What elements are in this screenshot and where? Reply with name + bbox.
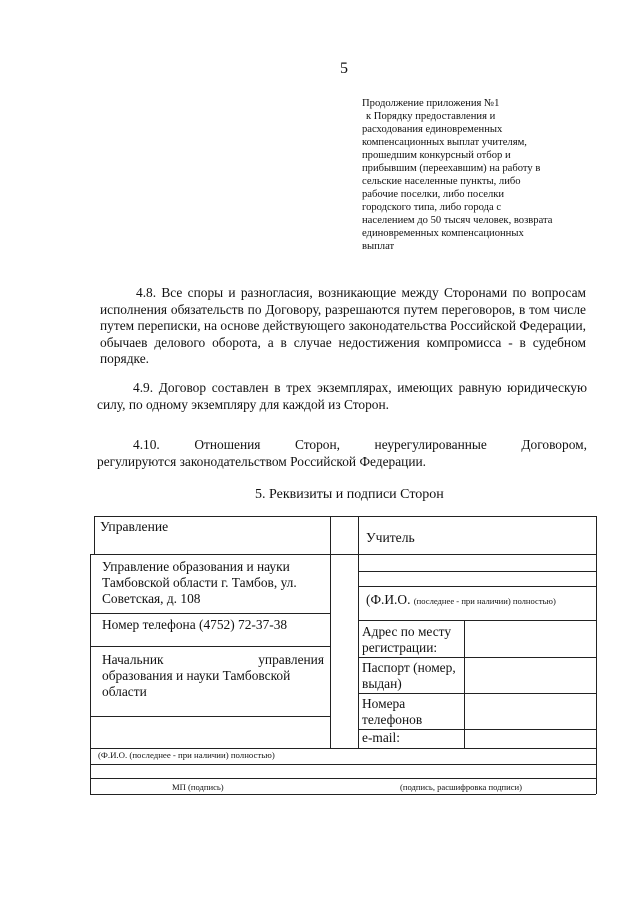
annex-line: прибывшим (переехавшим) на работу в xyxy=(362,163,541,174)
section-title: 5. Реквизиты и подписи Сторон xyxy=(255,487,444,502)
org-head-word: Начальник xyxy=(102,652,164,667)
org-head-line xyxy=(102,652,324,668)
org-head-word: управления xyxy=(258,652,324,667)
clause-4-10-first-line xyxy=(97,437,587,454)
table-rule xyxy=(90,646,330,647)
header-teacher: Учитель xyxy=(366,530,415,545)
clause-4-10 xyxy=(97,437,587,470)
annex-line: сельские населенные пункты, либо xyxy=(362,176,521,187)
org-phone: Номер телефона (4752) 72-37-38 xyxy=(102,617,288,632)
annex-line: Продолжение приложения №1 xyxy=(362,98,500,109)
teacher-email-label: e-mail: xyxy=(362,730,400,745)
annex-line: населением до 50 тысяч человек, возврата xyxy=(362,215,553,226)
table-border-left xyxy=(94,516,95,554)
table-rule xyxy=(90,554,596,555)
header-organization: Управление xyxy=(100,519,169,534)
table-rule xyxy=(90,764,596,765)
table-rule xyxy=(90,613,330,614)
stamp-signature-caption: МП (подпись) xyxy=(172,782,224,792)
table-border-top xyxy=(94,516,596,517)
table-border-left xyxy=(90,554,91,794)
annex-line: выплат xyxy=(362,241,395,252)
annex-header xyxy=(362,97,594,253)
clause-4-10-rest: регулируются законодательством Российской Федерации. xyxy=(97,453,427,469)
clause-word: Сторон, xyxy=(294,437,341,452)
annex-line: рабочие поселки, либо поселки xyxy=(362,189,505,200)
table-rule xyxy=(90,778,596,779)
requisites-table xyxy=(90,516,596,796)
table-divider xyxy=(358,516,359,748)
clause-word: 4.10. xyxy=(133,437,160,452)
table-rule xyxy=(358,571,596,572)
table-rule xyxy=(358,657,596,658)
clause-word: неурегулированные xyxy=(374,437,487,452)
page-number: 5 xyxy=(340,60,348,77)
fio-note: (последнее - при наличии) полностью) xyxy=(413,596,556,606)
teacher-passport-label: Паспорт (номер, выдан) xyxy=(362,660,456,691)
annex-line: к Порядку предоставления и xyxy=(366,111,496,122)
table-border-right xyxy=(596,516,597,794)
fio-note: (последнее - при наличии) полностью) xyxy=(129,750,275,760)
table-divider xyxy=(464,620,465,748)
clause-word: Договором, xyxy=(521,437,587,452)
teacher-address-label: Адрес по месту регистрации: xyxy=(362,624,452,655)
table-rule xyxy=(358,620,596,621)
org-address: Управление образования и науки Тамбовской области г. Тамбов, ул. Советская, д. 108 xyxy=(102,559,297,606)
teacher-fio-caption xyxy=(366,592,556,608)
fio-prefix: (Ф.И.О. xyxy=(98,750,128,760)
teacher-phones-label: Номера телефонов xyxy=(362,696,423,727)
annex-line: компенсационных выплат учителям, xyxy=(362,137,527,148)
org-head-position xyxy=(102,652,324,700)
annex-line: расходования единовременных xyxy=(362,124,503,135)
clause-4-8: 4.8. Все споры и разногласия, возникающие между Сторонами по вопросам исполнения обязательств по Договору, разрешаются путем переговоров, в том числе путем переписки, на основе действующего законодательства Российской Федерации, обычаев делового оборота, а в случае недостижения компромисса - в судебном порядке. xyxy=(100,285,586,366)
table-rule xyxy=(358,586,596,587)
org-fio-caption xyxy=(98,750,275,760)
annex-line: прошедшим конкурсный отбор и xyxy=(362,150,511,161)
teacher-signature-caption: (подпись, расшифровка подписи) xyxy=(400,782,522,792)
clause-word: Отношения xyxy=(194,437,261,452)
table-rule xyxy=(358,693,596,694)
table-border-bottom xyxy=(90,794,596,795)
table-divider xyxy=(330,516,331,748)
annex-line: городского типа, либо города с xyxy=(362,202,502,213)
table-rule xyxy=(90,748,596,749)
clause-4-9: 4.9. Договор составлен в трех экземплярах, имеющих равную юридическую силу, по одному экземпляру для каждой из Сторон. xyxy=(97,380,587,412)
fio-prefix: (Ф.И.О. xyxy=(366,592,411,607)
table-rule xyxy=(90,716,330,717)
org-head-line: образования и науки Тамбовской области xyxy=(102,668,291,699)
annex-line: единовременных компенсационных xyxy=(362,228,524,239)
